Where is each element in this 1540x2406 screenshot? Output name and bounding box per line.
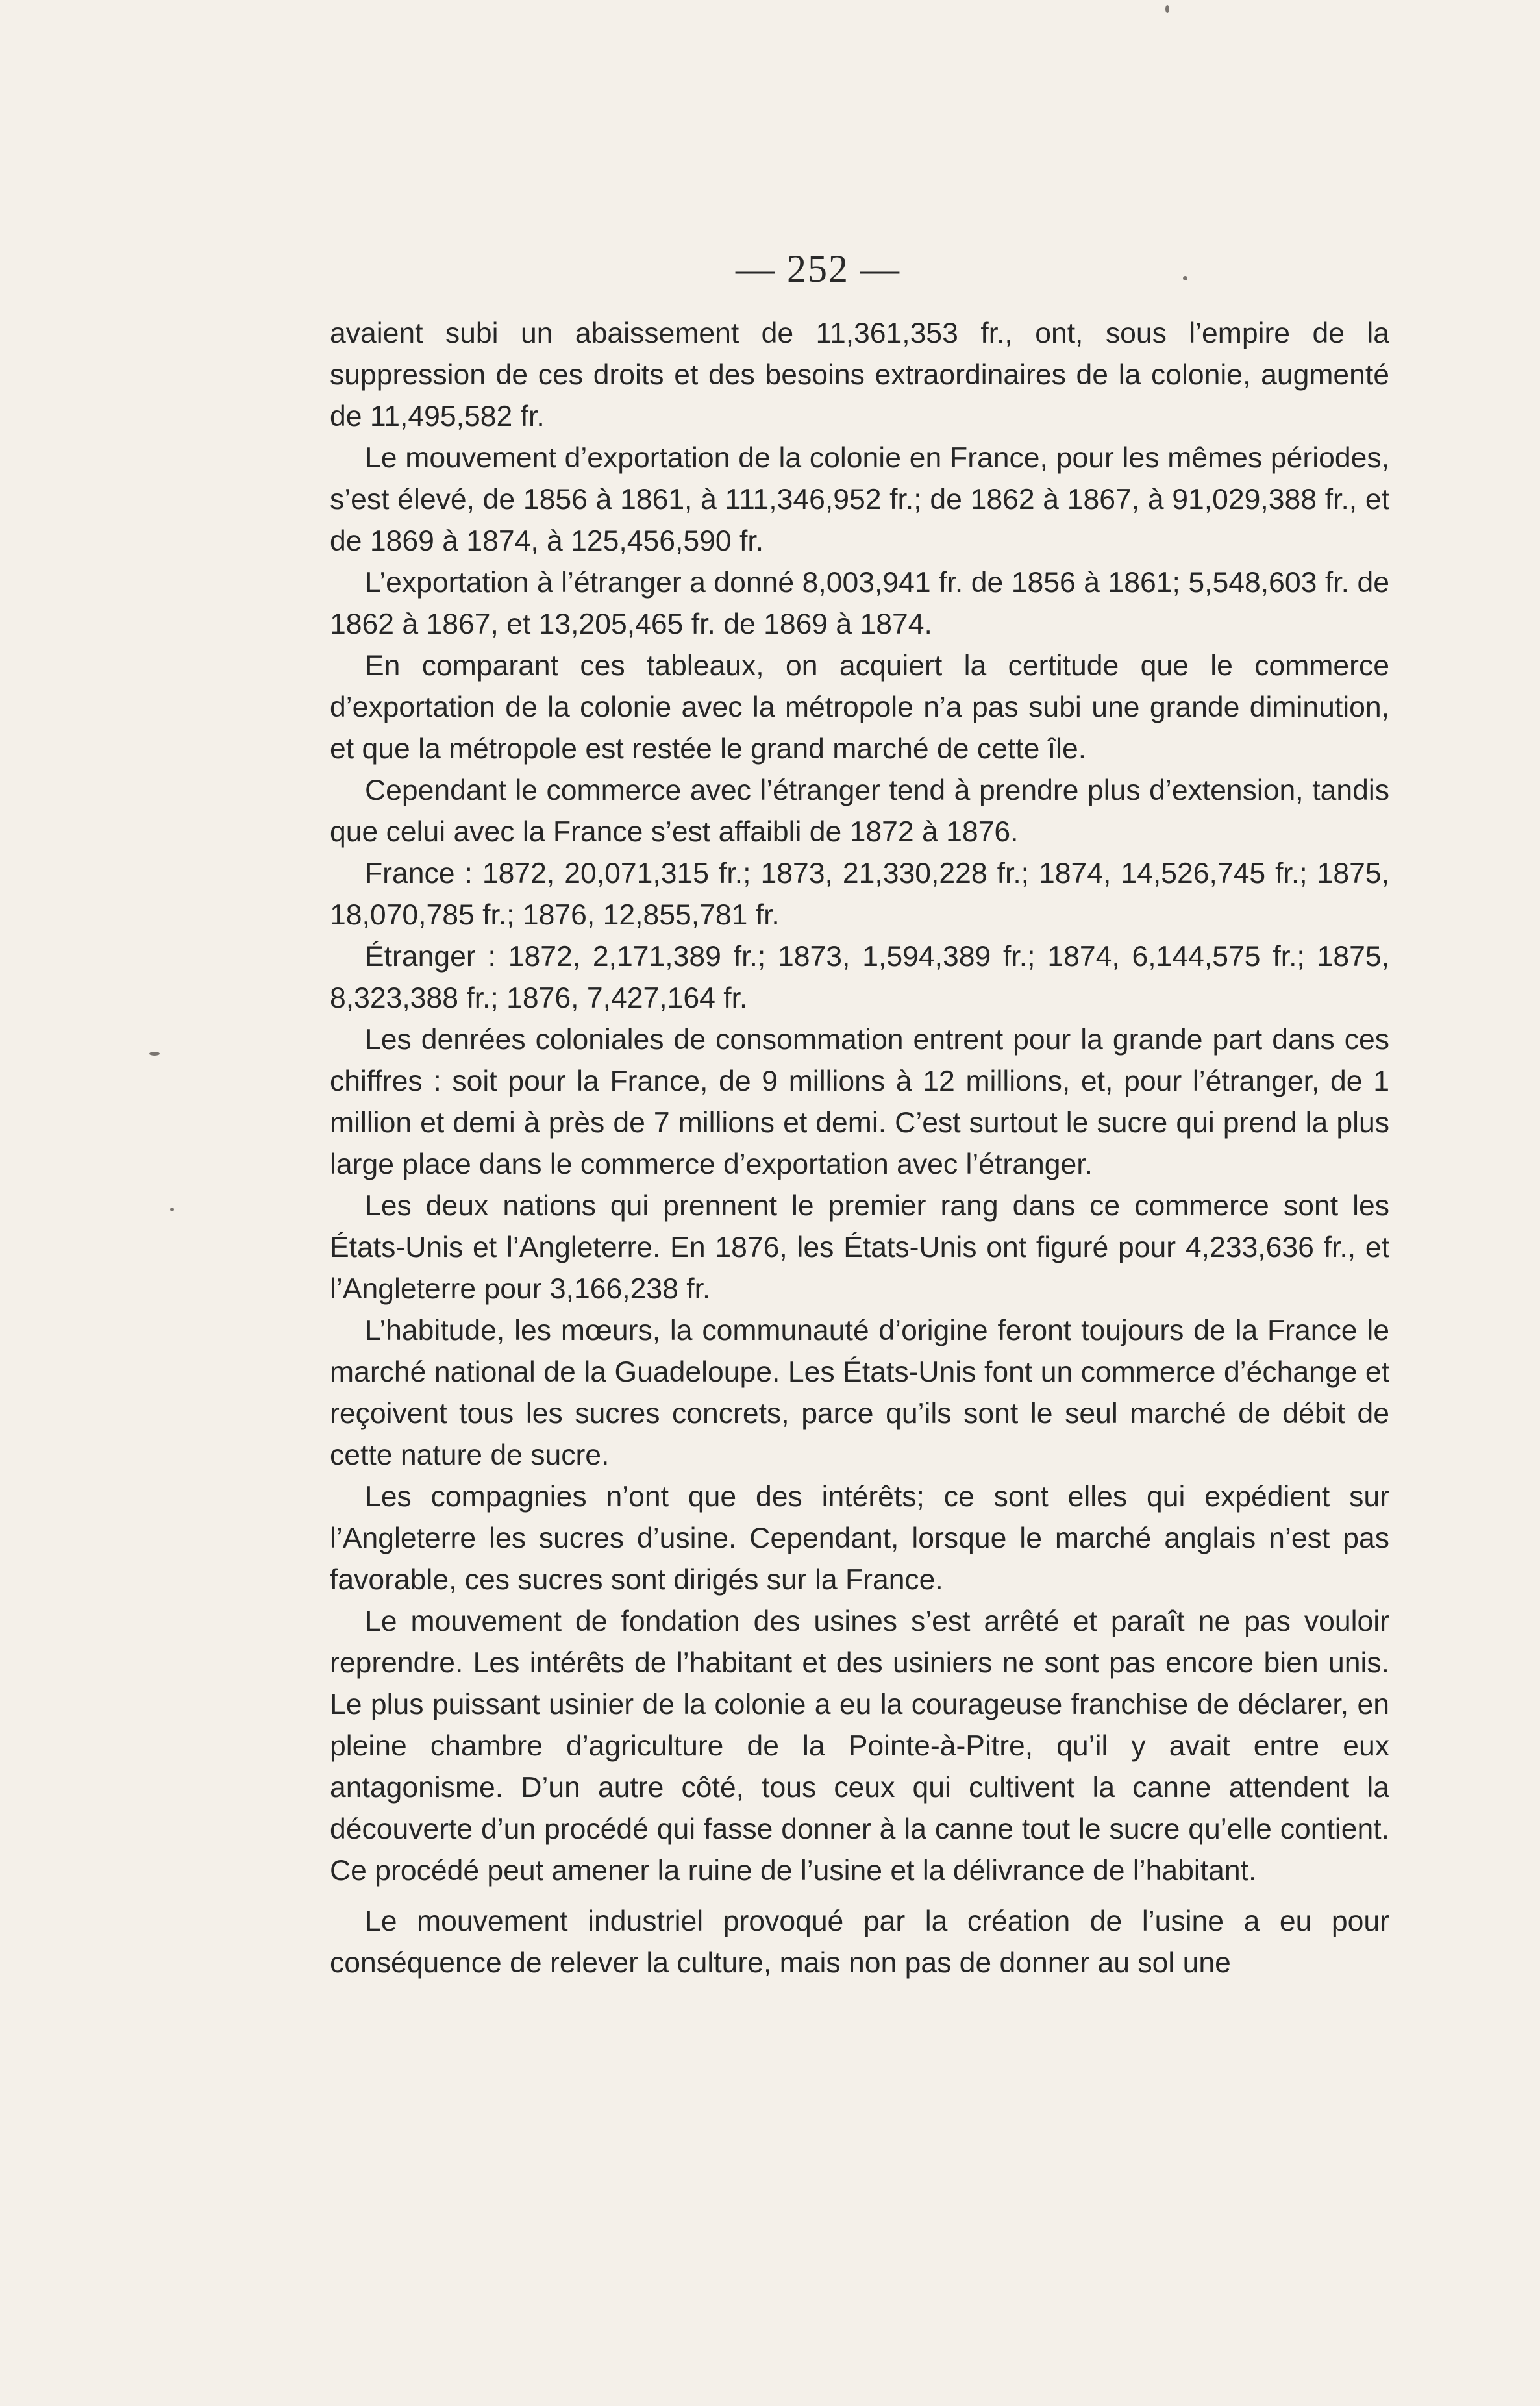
paragraph-france-figures: France : 1872, 20,071,315 fr.; 1873, 21,330,228 fr.; 1874, 14,526,745 fr.; 1875, 18,070,785 fr.; 1876, 12,855,781 fr. — [330, 858, 1389, 931]
paragraph-export-foreign: L’exportation à l’étranger a donné 8,003,941 fr. de 1856 à 1861; 5,548,603 fr. de 1862 à 1867, et 13,205,465 fr. de 1869 à 1874. — [330, 567, 1389, 640]
paragraph-export-france: Le mouvement d’exportation de la colonie en France, pour les mêmes périodes, s’est élevé, de 1856 à 1861, à 111,346,952 fr.; de 1862 à 1867, à 91,029,388 fr., et de 1869 à 1874, à 125,456,590 fr. — [330, 442, 1389, 557]
scan-speck — [1183, 276, 1187, 280]
paragraph-factories: Le mouvement de fondation des usines s’est arrêté et paraît ne pas vouloir reprendre. Les intérêts de l’habitant et des usiniers ne sont pas encore bien unis. Le plus puissant usinier de la colonie a eu la courageuse franchise de déclarer, en pleine chambre d’agriculture de la Pointe-à-Pitre, qu’il y avait entre eux antagonisme. D’un autre côté, tous ceux qui cultivent la canne attendent la découverte d’un procédé qui fasse donner à la canne tout le sucre qu’elle contient. Ce procédé peut amener la ruine de l’usine et la délivrance de l’habitant. — [330, 1606, 1389, 1887]
paragraph-industrial-movement: Le mouvement industriel provoqué par la création de l’usine a eu pour conséquence de relever la culture, mais non pas de donner au sol une — [330, 1905, 1389, 1979]
paragraph-companies: Les compagnies n’ont que des intérêts; ce sont elles qui expédient sur l’Angleterre les sucres d’usine. Cependant, lorsque le marché anglais n’est pas favorable, ces sucres sont dirigés sur la France. — [330, 1481, 1389, 1596]
paragraph-foreign-trend: Cependant le commerce avec l’étranger tend à prendre plus d’extension, tandis que celui avec la France s’est affaibli de 1872 à 1876. — [330, 775, 1389, 848]
scan-speck — [149, 1052, 160, 1056]
scan-speck — [170, 1208, 174, 1211]
paragraph-habits: L’habitude, les mœurs, la communauté d’origine feront toujours de la France le marché national de la Guadeloupe. Les États-Unis font un commerce d’échange et reçoivent tous les sucres concrets, parce qu’ils sont le seul marché de débit de cette nature de sucre. — [330, 1315, 1389, 1471]
scan-speck — [1165, 5, 1169, 13]
paragraph-comparison: En comparant ces tableaux, on acquiert la certitude que le commerce d’exportation de la colonie avec la métropole n’a pas subi une grande diminution, et que la métropole est restée le grand marché de cette île. — [330, 650, 1389, 765]
paragraph-continuation: avaient subi un abaissement de 11,361,353 fr., ont, sous l’empire de la suppression de ces droits et des besoins extraordinaires de la colonie, augmenté de 11,495,582 fr. — [330, 317, 1389, 432]
page-number: — 252 — — [736, 247, 900, 290]
paragraph-two-nations: Les deux nations qui prennent le premier rang dans ce commerce sont les États-Unis et l’Angleterre. En 1876, les États-Unis ont figuré pour 4,233,636 fr., et l’Angleterre pour 3,166,238 fr. — [330, 1190, 1389, 1305]
paragraph-colonial-goods: Les denrées coloniales de consommation entrent pour la grande part dans ces chiffres : soit pour la France, de 9 millions à 12 millions, et, pour l’étranger, de 1 million et demi à près de 7 millions et demi. C’est surtout le sucre qui prend la plus large place dans le commerce d’exportation avec l’étranger. — [330, 1024, 1389, 1180]
body-text — [330, 313, 1389, 1984]
paragraph-foreign-figures: Étranger : 1872, 2,171,389 fr.; 1873, 1,594,389 fr.; 1874, 6,144,575 fr.; 1875, 8,323,388 fr.; 1876, 7,427,164 fr. — [330, 941, 1389, 1014]
